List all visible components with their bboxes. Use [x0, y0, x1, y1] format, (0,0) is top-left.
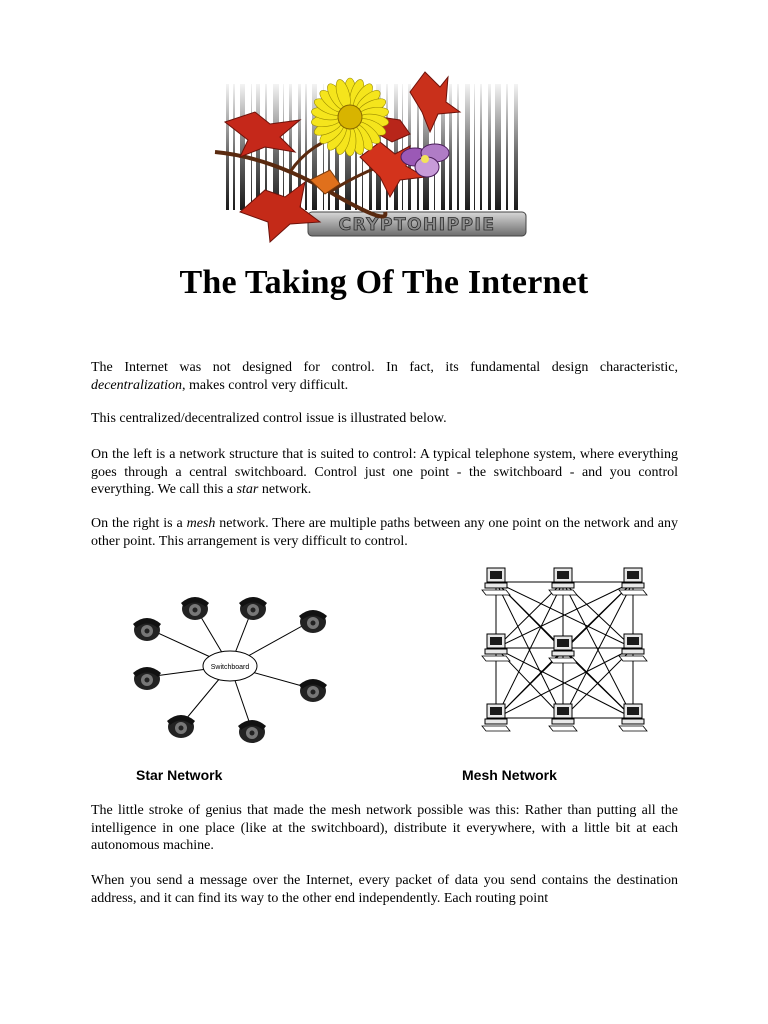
logo-wordmark: CRYPTOHIPPIE — [338, 215, 496, 235]
paragraph-intro: The Internet was not designed for control. In fact, its fundamental design characteristic, decentralization, makes control very difficult. — [91, 360, 678, 393]
emphasis-mesh: mesh — [186, 516, 216, 531]
star-network-diagram — [115, 585, 345, 750]
telephone-icon — [238, 720, 266, 743]
emphasis-star: star — [236, 482, 259, 497]
telephone-icon — [299, 679, 327, 702]
paragraph-illustration: This centralized/decentralized control issue is illustrated below. — [91, 411, 447, 426]
telephone-icon — [181, 597, 209, 620]
paragraph-mesh: On the right is a mesh network. There are multiple paths between any one point on the network and any other point. This arrangement is very difficult to control. — [91, 516, 678, 549]
telephone-icon — [133, 618, 161, 641]
star-network-caption: Star Network — [136, 767, 223, 783]
telephone-icon — [239, 597, 267, 620]
telephone-icon — [299, 610, 327, 633]
emphasis-decentralization: decentralization — [91, 377, 182, 393]
cryptohippie-logo — [210, 62, 555, 250]
telephone-icon — [167, 715, 195, 738]
paragraph-packets: When you send a message over the Internet, every packet of data you send contains the destination address, and it can find its way to the other end independently. Each routing point — [91, 873, 678, 906]
mesh-network-caption: Mesh Network — [462, 767, 557, 783]
paragraph-star: On the left is a network structure that is suited to control: A typical telephone system, where everything goes through a central switchboard. Control just one point - the switchboard - and you control everything. We call this a star network. — [91, 447, 678, 497]
switchboard-label: Switchboard — [210, 664, 250, 671]
paragraph-genius: The little stroke of genius that made the mesh network possible was this: Rather than putting all the intelligence in one place (like at the switchboard), distribute it everywhere, with a little bit at each autonomous machine. — [91, 803, 678, 853]
page-title: The Taking Of The Internet — [179, 264, 589, 301]
telephone-icon — [133, 667, 161, 690]
mesh-network-diagram — [468, 560, 654, 745]
